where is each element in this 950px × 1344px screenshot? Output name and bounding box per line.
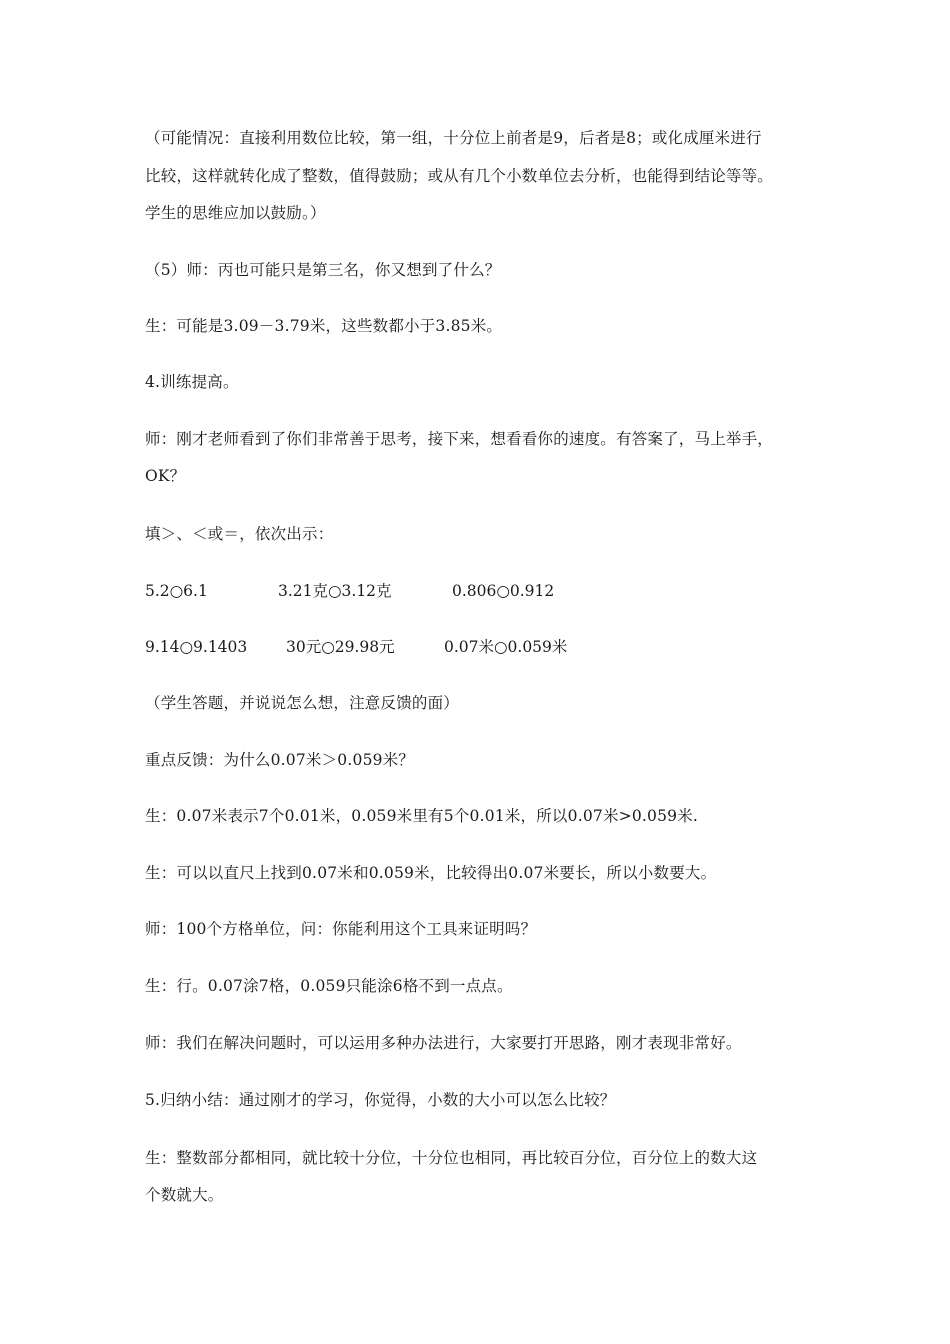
paragraph-line: 师：我们在解决问题时，可以运用多种办法进行，大家要打开思路，刚才表现非常好。 [145,1034,742,1052]
paragraph-line: 生：行。0.07涂7格，0.059只能涂6格不到一点点。 [145,977,513,995]
exercise-item: 30元○29.98元 [286,638,395,656]
exercise-item: 5.2○6.1 [145,582,208,600]
paragraph-line: 生：可能是3.09－3.79米，这些数都小于3.85米。 [145,317,503,335]
paragraph-line: 师：100个方格单位，问：你能利用这个工具来证明吗？ [145,920,537,938]
paragraph-line: 比较，这样就转化成了整数，值得鼓励；或从有几个小数单位去分析，也能得到结论等等。 [145,167,774,185]
section-heading: 5.归纳小结：通过刚才的学习，你觉得，小数的大小可以怎么比较？ [145,1091,616,1109]
paragraph-line: （学生答题，并说说怎么想，注意反馈的面） [145,694,460,712]
section-heading: 4.训练提高。 [145,373,239,391]
paragraph-line: （5）师：丙也可能只是第三名，你又想到了什么？ [145,261,501,279]
paragraph-line: 个数就大。 [145,1186,224,1204]
exercise-item: 0.806○0.912 [452,582,555,600]
paragraph-line: 填＞、＜或＝，依次出示： [145,525,334,543]
paragraph-line: 生：整数部分都相同，就比较十分位，十分位也相同，再比较百分位，百分位上的数大这 [145,1149,758,1167]
paragraph-line: 生：可以以直尺上找到0.07米和0.059米，比较得出0.07米要长，所以小数要大。 [145,864,717,882]
exercise-item: 3.21克○3.12克 [278,582,392,600]
paragraph-line: OK？ [145,467,186,485]
exercise-item: 0.07米○0.059米 [444,638,568,656]
paragraph-line: （可能情况：直接利用数位比较，第一组，十分位上前者是9，后者是8；或化成厘米进行 [145,129,762,147]
paragraph-line: 师：刚才老师看到了你们非常善于思考，接下来，想看看你的速度。有答案了，马上举手， [145,430,774,448]
exercise-item: 9.14○9.1403 [145,638,248,656]
paragraph-line: 生：0.07米表示7个0.01米，0.059米里有5个0.01米，所以0.07米>0.059米. [145,807,699,825]
paragraph-line: 重点反馈：为什么0.07米＞0.059米？ [145,751,415,769]
paragraph-line: 学生的思维应加以鼓励。） [145,204,326,222]
